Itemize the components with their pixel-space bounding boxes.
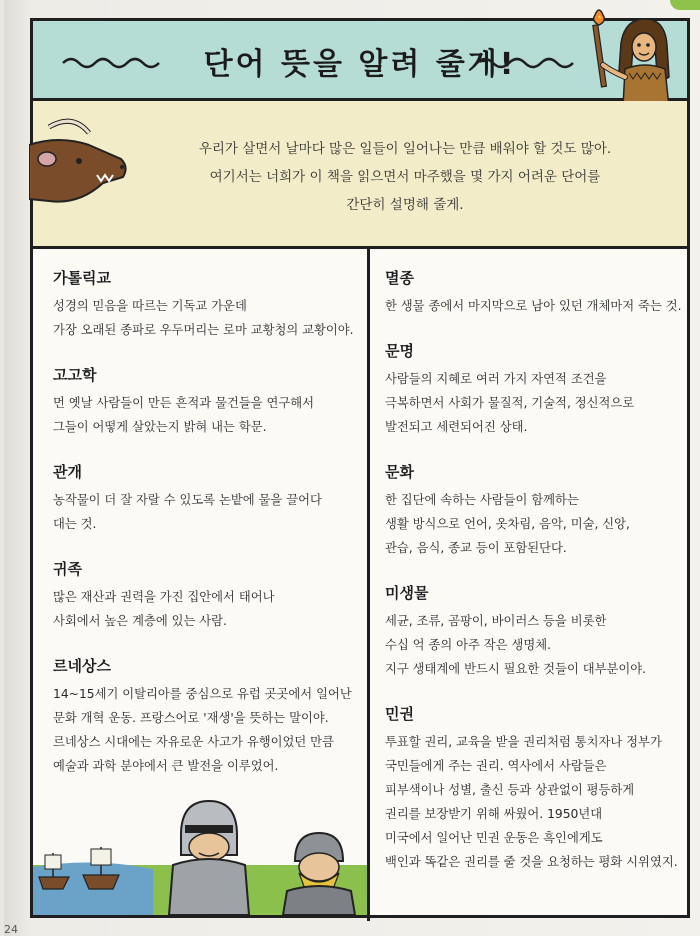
- term-definition: 14~15세기 이탈리아를 중심으로 유럽 곳곳에서 일어난 문화 개혁 운동. 프랑스어로 '재생'을 뜻하는 말이야. 르네상스 시대에는 자유로운 사고가 유행이었던 만큼 예술과 과학 분야에서 큰 발전을 이루었어.: [53, 687, 352, 773]
- glossary-entry: [53, 461, 358, 536]
- knights-and-ships-illustration: [33, 795, 367, 915]
- glossary-entry: [385, 461, 685, 560]
- term-title: 민권: [385, 706, 414, 723]
- intro-section: [33, 101, 687, 249]
- term-title: 르네상스: [53, 658, 111, 675]
- book-page: [4, 0, 700, 936]
- left-column: [53, 267, 358, 800]
- glossary-header: [33, 21, 687, 101]
- glossary-entry: [53, 655, 358, 778]
- glossary-entry: [53, 364, 358, 439]
- term-definition: 한 집단에 속하는 사람들이 함께하는 생활 방식으로 언어, 옷차림, 음악, 미술, 신앙, 관습, 음식, 종교 등이 포함된단다.: [385, 493, 630, 555]
- term-title: 미생물: [385, 585, 429, 602]
- boar-illustration: [29, 115, 139, 215]
- term-definition: 성경의 믿음을 따르는 기독교 가운데 가장 오래된 종파로 우두머리는 로마 교황청의 교황이야.: [53, 299, 354, 337]
- glossary-entry: [53, 558, 358, 633]
- term-definition: 농작물이 더 잘 자랄 수 있도록 논밭에 물을 끌어다 대는 것.: [53, 493, 322, 531]
- right-column: [385, 267, 685, 896]
- glossary-entry: [385, 340, 685, 439]
- glossary-entry: [385, 582, 685, 681]
- term-title: 가톨릭교: [53, 270, 111, 287]
- right-wave-decoration: [475, 55, 575, 69]
- term-definition: 사람들의 지혜로 여러 가지 자연적 조건을 극복하면서 사회가 물질적, 기술적, 정신적으로 발전되고 세련되어진 상태.: [385, 372, 635, 434]
- page-number: 24: [4, 923, 18, 936]
- knight-icon: [169, 801, 249, 915]
- column-divider: [367, 249, 370, 921]
- term-definition: 세균, 조류, 곰팡이, 바이러스 등을 비롯한 수십 억 종의 아주 작은 생명체. 지구 생태계에 반드시 필요한 것들이 대부분이야.: [385, 614, 647, 676]
- page-title: 단어 뜻을 알려 줄게!: [203, 47, 517, 82]
- term-title: 멸종: [385, 270, 414, 287]
- glossary-entry: [385, 703, 685, 874]
- term-definition: 먼 옛날 사람들이 만든 흔적과 물건들을 연구해서 그들이 어떻게 살았는지 밝혀 내는 학문.: [53, 396, 315, 434]
- intro-line: 여기서는 너희가 이 책을 읽으면서 마주했을 몇 가지 어려운 단어를: [209, 169, 601, 185]
- glossary-box: [30, 18, 690, 918]
- term-title: 귀족: [53, 561, 82, 578]
- glossary-entry: [385, 267, 685, 318]
- term-definition: 한 생물 종에서 마지막으로 남아 있던 개체마저 죽는 것.: [385, 299, 682, 313]
- term-definition: 많은 재산과 권력을 가진 집안에서 태어나 사회에서 높은 계층에 있는 사람.: [53, 590, 275, 628]
- term-definition: 투표할 권리, 교육을 받을 권리처럼 통치자나 정부가 국민들에게 주는 권리. 역사에서 사람들은 피부색이나 성별, 출신 등과 상관없이 평등하게 권리를 보장받기 위해 싸웠어. 1950년대 미국에서 일어난 민권 운동은 흑인에게도 백인과 똑같은 권리를 줄 것을 요청하는 평화 시위였지.: [385, 735, 678, 869]
- term-title: 문명: [385, 343, 414, 360]
- glossary-entry: [53, 267, 358, 342]
- intro-line: 간단히 설명해 줄게.: [346, 197, 464, 213]
- intro-text: [163, 135, 647, 219]
- term-title: 관개: [53, 464, 82, 481]
- term-title: 문화: [385, 464, 414, 481]
- term-title: 고고학: [53, 367, 97, 384]
- intro-line: 우리가 살면서 날마다 많은 일들이 일어나는 만큼 배워야 할 것도 많아.: [198, 141, 612, 157]
- caveman-with-torch-illustration: [581, 7, 681, 113]
